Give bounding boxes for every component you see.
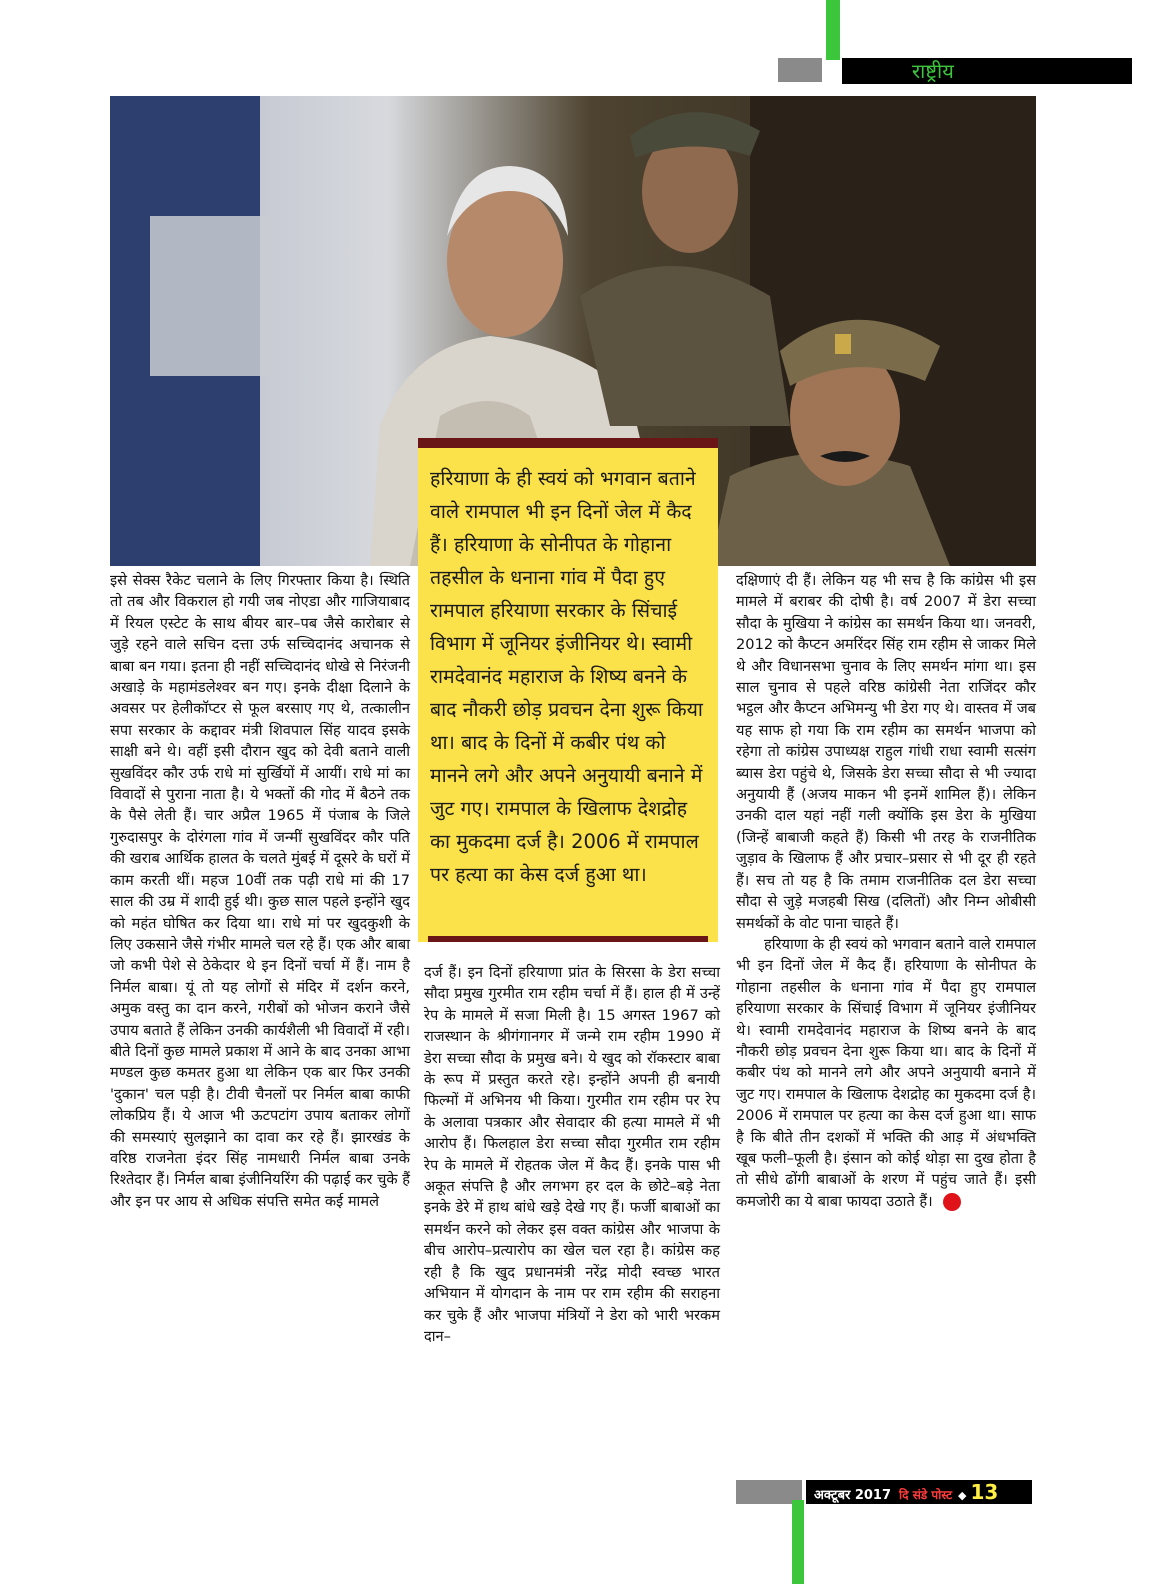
column-3-paragraph-1: दक्षिणाएं दी हैं। लेकिन यह भी सच है कि कांग्रेस भी इस मामले में बराबर की दोषी है। वर्ष 2007 में डेरा सच्चा सौदा के मुखिया ने कांग्रेस का समर्थन किया था। जनवरी, 2012 को कैप्टन अमरिंदर सिंह राम रहीम से जाकर मिले थे और विधानसभा चुनाव के लिए समर्थन मांगा था। इस साल चुनाव से पहले वरिष्ठ कांग्रेसी नेता राजिंदर कौर भट्ठल और कैप्टन अभिमन्यु भी डेरा गए थे। वास्तव में जब यह साफ हो गया कि राम रहीम का समर्थन भाजपा को रहेगा तो कांग्रेस उपाध्यक्ष राहुल गांधी राधा स्वामी सत्संग ब्यास डेरा पहुंचे थे, जिसके डेरा सच्चा सौदा से भी ज्यादा अनुयायी हैं (अजय माकन भी इनमें शामिल हैं)। लेकिन उनकी दाल यहां नहीं गली क्योंकि इस डेरा के मुखिया (जिन्हें बाबाजी कहते हैं) किसी भी तरह के राजनीतिक जुड़ाव के खिलाफ हैं और प्रचार–प्रसार से भी दूर ही रहते हैं। सच तो यह है कि तमाम राजनीतिक दल डेरा सच्चा सौदा से जुड़े मजहबी सिख (दलितों) और निम्न ओबीसी समर्थकों के वोट पाना चाहते हैं। bbox=[736, 572, 1036, 932]
column-2-text: दर्ज हैं। इन दिनों हरियाणा प्रांत के सिरसा के डेरा सच्चा सौदा प्रमुख गुरमीत राम रहीम चर्चा में हैं। हाल ही में उन्हें रेप के मामले में सजा मिली है। 15 अगस्त 1967 को राजस्थान के श्रीगंगानगर में जन्मे राम रहीम 1990 में डेरा सच्चा सौदा के प्रमुख बने। ये खुद को रॉकस्टार बाबा के रूप में प्रस्तुत करते रहे। इन्होंने अपनी ही बनायी फिल्मों में अभिनय भी किया। गुरमीत राम रहीम पर रेप के अलावा पत्रकार और सेवादार की हत्या मामले में भी आरोप हैं। फिलहाल डेरा सच्चा सौदा गुरमीत राम रहीम रेप के मामले में रोहतक जेल में कैद हैं। इनके पास भी अकूत संपत्ति है और लगभग हर दल के छोटे–बड़े नेता इनके डेरे में हाथ बांधे खड़े देखे गए हैं। फर्जी बाबाओं का समर्थन करने को लेकर इस वक्त कांग्रेस और भाजपा के बीच आरोप–प्रत्यारोप का खेल चल रहा है। कांग्रेस कह रही है कि खुद प्रधानमंत्री नरेंद्र मोदी स्वच्छ भारत अभियान में योगदान के नाम पर राम रहीम की सराहना कर चुके हैं और भाजपा मंत्रियों ने डेरा को भारी भरकम दान– bbox=[424, 964, 720, 1345]
pullquote-text: हरियाणा के ही स्वयं को भगवान बताने वाले रामपाल भी इन दिनों जेल में कैद हैं। हरियाणा के सोनीपत के गोहाना तहसील के धनाना गांव में पैदा हुए रामपाल हरियाणा सरकार के सिंचाई विभाग में जूनियर इंजीनियर थे। स्वामी रामदेवानंद महाराज के शिष्य बनने के बाद नौकरी छोड़ प्रवचन देना शुरू किया था। बाद के दिनों में कबीर पंथ को मानने लगे और अपने अनुयायी बनाने में जुट गए। रामपाल के खिलाफ देशद्रोह का मुकदमा दर्ज है। 2006 में रामपाल पर हत्या का केस दर्ज हुआ था। bbox=[430, 467, 703, 886]
page-footer bbox=[806, 1480, 1032, 1504]
end-of-article-dot-icon bbox=[943, 1193, 961, 1211]
section-header bbox=[842, 58, 1132, 84]
top-gray-block bbox=[778, 58, 822, 82]
pullquote-bottom-rule bbox=[428, 936, 708, 942]
page-number: 13 bbox=[970, 1480, 999, 1504]
pullquote-box bbox=[418, 438, 718, 942]
bottom-green-accent-bar bbox=[792, 1500, 804, 1584]
article-column-2 bbox=[424, 962, 720, 1347]
column-3-paragraph-2-text: हरियाणा के ही स्वयं को भगवान बताने वाले रामपाल भी इन दिनों जेल में कैद हैं। हरियाणा के सोनीपत के गोहाना तहसील के धनाना गांव में पैदा हुए रामपाल हरियाणा सरकार के सिंचाई विभाग में जूनियर इंजीनियर थे। स्वामी रामदेवानंद महाराज के शिष्य बनने के बाद नौकरी छोड़ प्रवचन देना शुरू किया था। बाद के दिनों में कबीर पंथ को मानने लगे और अपने अनुयायी बनाने में जुट गए। रामपाल के खिलाफ देशद्रोह का मुकदमा दर्ज है। 2006 में रामपाल पर हत्या का केस दर्ज हुआ था। साफ है कि बीते तीन दशकों में भक्ति की आड़ में अंधभक्ति खूब फली–फूली है। इंसान को कोई थोड़ा सा दुख होता है तो सीधे ढोंगी बाबाओं के शरण में पहुंच जाते हैं। इसी कमजोरी का ये बाबा फायदा उठाते हैं। bbox=[736, 935, 1036, 1210]
footer-magazine-logo: दि संडे पोस्ट bbox=[899, 1488, 953, 1502]
diamond-separator-icon: ◆ bbox=[958, 1489, 967, 1502]
footer-issue-month: अक्टूबर 2017 bbox=[814, 1488, 892, 1503]
article-column-1 bbox=[110, 570, 410, 1212]
column-3-paragraph-2 bbox=[736, 934, 1036, 1212]
column-1-text: इसे सेक्स रैकेट चलाने के लिए गिरफ्तार किया है। स्थिति तो तब और विकराल हो गयी जब नोएडा और गाजियाबाद में रियल एस्टेट के साथ बीयर बार–पब जैसे कारोबार से जुड़े रहने वाले सचिन दत्ता उर्फ सच्चिदानंद अचानक से बाबा बन गया। इतना ही नहीं सच्चिदानंद धोखे से निरंजनी अखाड़े के महामंडलेश्वर बन गए। इनके दीक्षा दिलाने के अवसर पर हेलीकॉप्टर से फूल बरसाए गए थे, तत्कालीन सपा सरकार के कद्दावर मंत्री शिवपाल सिंह यादव इसके साक्षी बने थे। वहीं इसी दौरान खुद को देवी बताने वाली सुखविंदर कौर उर्फ राधे मां सुर्खियों में आयीं। राधे मां का विवादों से पुराना नाता है। ये भक्तों की गोद में बैठने तक के पैसे लेती हैं। चार अप्रैल 1965 में पंजाब के जिले गुरुदासपुर के दोरंगला गांव में जन्मीं सुखविंदर कौर पति की खराब आर्थिक हालत के चलते मुंबई में दूसरे के घरों में काम करती थीं। महज 10वीं तक पढ़ी राधे मां की 17 साल की उम्र में शादी हुई थी। कुछ साल पहले इन्होंने खुद को महंत घोषित कर दिया था। राधे मां पर खुदकुशी के लिए उकसाने जैसे गंभीर मामले चल रहे हैं। एक और बाबा जो कभी पेशे से ठेकेदार थे इन दिनों चर्चा में हैं। नाम है निर्मल बाबा। यूं तो यह लोगों से मंदिर में दर्शन करने, अमुक वस्तु का दान करने, गरीबों को भोजन कराने जैसे उपाय बताते हैं लेकिन उनकी कार्यशैली भी विवादों में रही। बीते दिनों कुछ मामले प्रकाश में आने के बाद उनका आभा मण्डल कुछ कमतर हुआ था लेकिन एक बार फिर उनकी 'दुकान' चल पड़ी है। टीवी चैनलों पर निर्मल बाबा काफी लोकप्रिय हैं। ये आज भी ऊटपटांग उपाय बताकर लोगों की समस्याएं सुलझाने का दावा कर रहे हैं। झारखंड के वरिष्ठ राजनेता इंदर सिंह नामधारी निर्मल बाबा उनके रिश्तेदार हैं। निर्मल बाबा इंजीनियरिंग की पढ़ाई कर चुके हैं और इन पर आय से अधिक संपत्ति समेत कई मामले bbox=[110, 572, 410, 1210]
top-green-accent-bar bbox=[826, 0, 840, 60]
section-title: राष्ट्रीय bbox=[912, 59, 954, 83]
article-column-3 bbox=[736, 570, 1036, 1212]
